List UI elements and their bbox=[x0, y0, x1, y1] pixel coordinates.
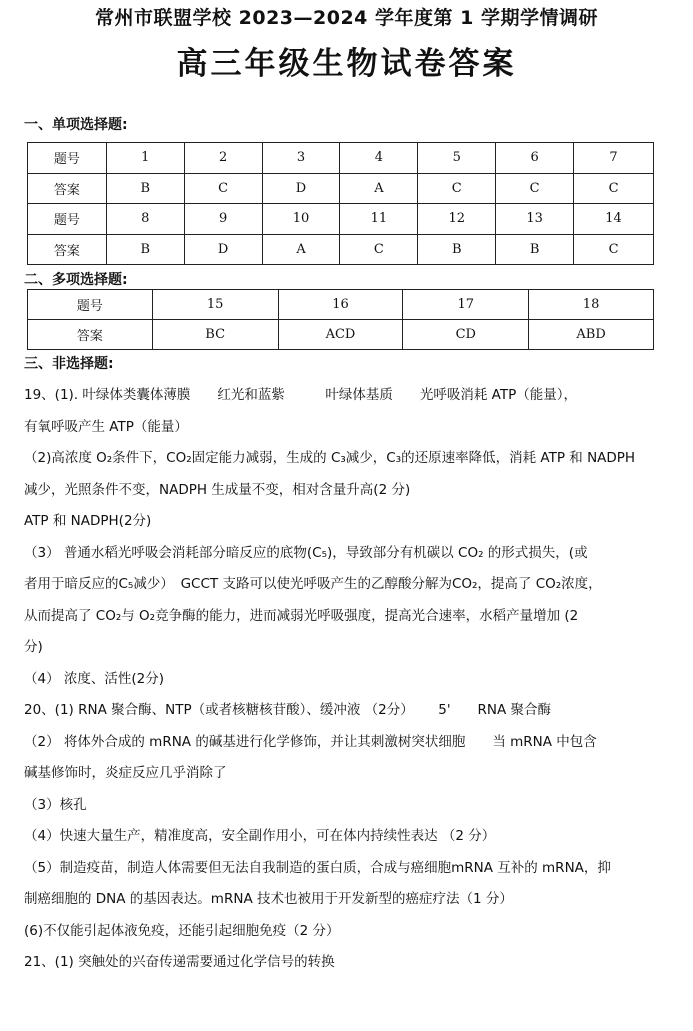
answer-line: （2)高浓度 O₂条件下，CO₂固定能力减弱，生成的 C₃减少，C₃的还原速率降低，消耗 ATP 和 NADPH bbox=[24, 450, 636, 466]
answer-line: (6)不仅能引起体液免疫，还能引起细胞免疫（2 分） bbox=[24, 922, 340, 939]
answer-cell: C bbox=[496, 173, 574, 204]
answer-cell: A bbox=[262, 234, 340, 265]
section2-heading: 二、多项选择题: bbox=[24, 272, 128, 288]
answer-line: （4）快速大量生产，精准度高，安全副作用小，可在体内持续性表达 （2 分） bbox=[24, 828, 496, 844]
single-choice-answer-table bbox=[27, 142, 654, 265]
answer-line: 有氧呼吸产生 ATP（能量） bbox=[24, 418, 188, 435]
table-row bbox=[28, 173, 654, 204]
question-label: 题号 bbox=[28, 290, 153, 320]
question-number: 2 bbox=[184, 143, 262, 174]
question-number: 12 bbox=[418, 204, 496, 235]
multiple-choice-answer-table bbox=[27, 289, 654, 350]
answer-cell: C bbox=[184, 173, 262, 204]
answer-cell: CD bbox=[403, 320, 529, 350]
table-row bbox=[28, 290, 654, 320]
question-number: 18 bbox=[529, 290, 654, 320]
question-number: 8 bbox=[106, 204, 184, 235]
answer-line: 19、(1). 叶绿体类囊体薄膜 红光和蓝紫 叶绿体基质 光呼吸消耗 ATP（能量）， bbox=[24, 387, 577, 403]
section1-heading: 一、单项选择题: bbox=[24, 117, 128, 133]
answer-line: 者用于暗反应的C₅减少） GCCT 支路可以使光呼吸产生的乙醇酸分解为CO₂，提高了 CO₂浓度， bbox=[24, 576, 602, 592]
answer-line: 制癌细胞的 DNA 的基因表达。mRNA 技术也被用于开发新型的癌症疗法（1 分） bbox=[24, 891, 513, 907]
answer-cell: B bbox=[496, 234, 574, 265]
question-number: 11 bbox=[340, 204, 418, 235]
answer-cell: C bbox=[574, 173, 654, 204]
question-number: 4 bbox=[340, 143, 418, 174]
answer-cell: A bbox=[340, 173, 418, 204]
answer-line: 从而提高了 CO₂与 O₂竞争酶的能力，进而减弱光呼吸强度，提高光合速率，水稻产量增加 (2 bbox=[24, 607, 579, 624]
table-row bbox=[28, 234, 654, 265]
answer-cell: C bbox=[574, 234, 654, 265]
table-row bbox=[28, 143, 654, 174]
answer-text-body bbox=[24, 380, 664, 979]
table-row bbox=[28, 204, 654, 235]
answer-cell: B bbox=[106, 173, 184, 204]
answer-line: ATP 和 NADPH(2分) bbox=[24, 513, 152, 529]
question-number: 6 bbox=[496, 143, 574, 174]
question-number: 13 bbox=[496, 204, 574, 235]
answer-cell: BC bbox=[152, 320, 278, 350]
question-number: 3 bbox=[262, 143, 340, 174]
answer-cell: B bbox=[106, 234, 184, 265]
answer-cell: C bbox=[418, 173, 496, 204]
answer-line: （4） 浓度、活性(2分) bbox=[24, 670, 165, 687]
answer-line: （5）制造疫苗，制造人体需要但无法自我制造的蛋白质，合成与癌细胞mRNA 互补的 mRNA，抑 bbox=[24, 859, 611, 876]
question-number: 10 bbox=[262, 204, 340, 235]
answer-cell: ACD bbox=[278, 320, 403, 350]
question-number: 1 bbox=[106, 143, 184, 174]
answer-line: （3） 普通水稻光呼吸会消耗部分暗反应的底物(C₅)，导致部分有机碳以 CO₂ 的形式损失，(或 bbox=[24, 544, 588, 561]
answer-line: （3）核孔 bbox=[24, 796, 87, 813]
question-number: 16 bbox=[278, 290, 403, 320]
answer-cell: ABD bbox=[529, 320, 654, 350]
section3-heading: 三、非选择题: bbox=[24, 356, 114, 372]
table-row bbox=[28, 320, 654, 350]
answer-line: 减少，光照条件不变，NADPH 生成量不变，相对含量升高(2 分) bbox=[24, 481, 411, 498]
question-number: 14 bbox=[574, 204, 654, 235]
answer-cell: D bbox=[184, 234, 262, 265]
question-number: 7 bbox=[574, 143, 654, 174]
question-label: 题号 bbox=[28, 143, 107, 174]
exam-title: 高三年级生物试卷答案 bbox=[176, 46, 517, 82]
question-number: 17 bbox=[403, 290, 529, 320]
answer-line: 碱基修饰时，炎症反应几乎消除了 bbox=[24, 765, 227, 781]
question-number: 15 bbox=[152, 290, 278, 320]
answer-cell: D bbox=[262, 173, 340, 204]
question-number: 9 bbox=[184, 204, 262, 235]
document-header bbox=[0, 6, 693, 84]
question-label: 题号 bbox=[28, 204, 107, 235]
answer-label: 答案 bbox=[28, 173, 107, 204]
answer-line: （2） 将体外合成的 mRNA 的碱基进行化学修饰，并让其刺激树突状细胞 当 mRNA 中包含 bbox=[24, 733, 597, 750]
answer-cell: C bbox=[340, 234, 418, 265]
answer-label: 答案 bbox=[28, 320, 153, 350]
school-title: 常州市联盟学校 2023—2024 学年度第 1 学期学情调研 bbox=[95, 7, 598, 29]
answer-line: 20、(1) RNA 聚合酶、NTP（或者核糖核苷酸）、缓冲液 （2分） 5' RNA 聚合酶 bbox=[24, 702, 552, 718]
answer-label: 答案 bbox=[28, 234, 107, 265]
question-number: 5 bbox=[418, 143, 496, 174]
answer-line: 21、(1) 突触处的兴奋传递需要通过化学信号的转换 bbox=[24, 954, 335, 970]
answer-cell: B bbox=[418, 234, 496, 265]
answer-line: 分) bbox=[24, 639, 43, 655]
